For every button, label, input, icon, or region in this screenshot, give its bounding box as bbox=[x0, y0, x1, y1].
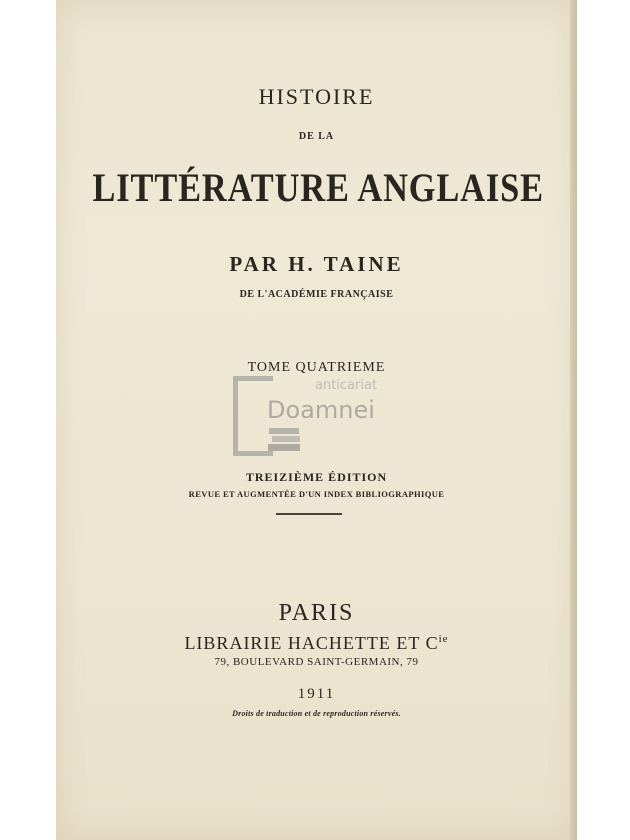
city: PARIS bbox=[278, 600, 355, 626]
rights-notice: Droits de traduction et de reproduction réservés. bbox=[232, 709, 401, 718]
publisher-suffix: ie bbox=[438, 633, 449, 645]
books-stack-icon bbox=[267, 426, 303, 454]
divider-rule bbox=[276, 513, 342, 515]
author-line: PAR H. TAINE bbox=[229, 252, 404, 276]
watermark-text-anticariat: anticariat bbox=[315, 378, 378, 393]
watermark-text-doamnei: Doamnei bbox=[267, 396, 375, 424]
author-affiliation: DE L'ACADÉMIE FRANÇAISE bbox=[239, 289, 394, 300]
main-title: LITTÉRATURE ANGLAISE bbox=[92, 165, 544, 210]
edition-note: REVUE ET AUGMENTÉE D'UN INDEX BIBLIOGRAPHIQUE bbox=[188, 489, 445, 499]
title-de-la: DE LA bbox=[298, 131, 335, 142]
title-histoire: HISTOIRE bbox=[258, 84, 375, 109]
publisher-name: LIBRAIRIE HACHETTE ET C bbox=[184, 633, 439, 653]
edition-label: TREIZIÈME ÉDITION bbox=[245, 470, 388, 484]
watermark-logo bbox=[233, 376, 403, 460]
publisher bbox=[56, 633, 577, 654]
volume-label: TOME QUATRIEME bbox=[247, 360, 386, 375]
publisher-address: 79, BOULEVARD SAINT-GERMAIN, 79 bbox=[214, 656, 419, 668]
publication-year: 1911 bbox=[297, 686, 336, 702]
